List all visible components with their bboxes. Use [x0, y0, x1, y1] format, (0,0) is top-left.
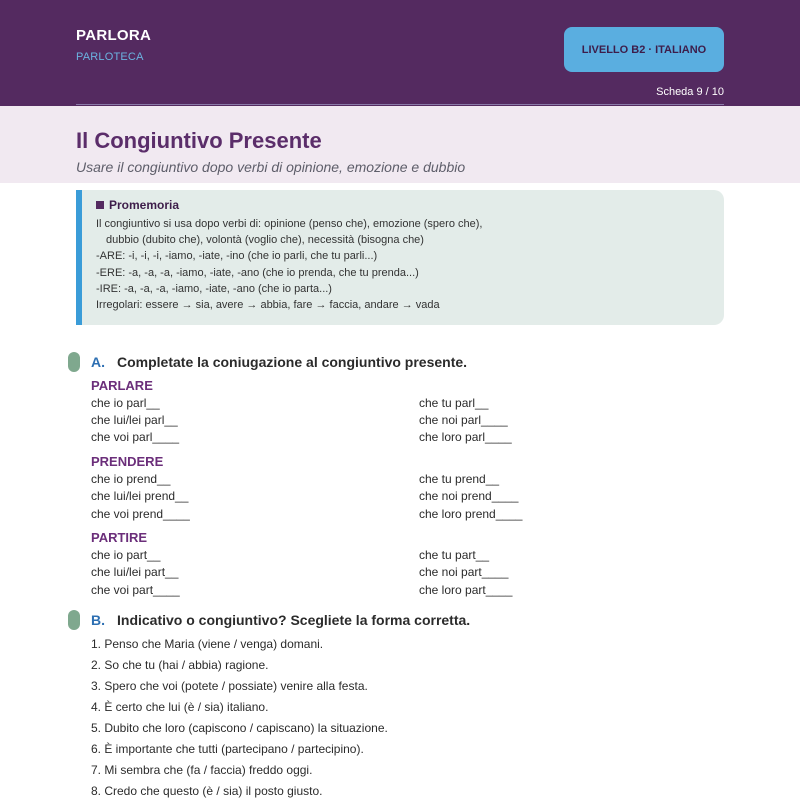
memo-box	[76, 190, 724, 325]
section-marker	[68, 610, 80, 630]
section-b-instruction: Indicativo o congiuntivo? Scegliete la forma corretta.	[117, 612, 471, 628]
brand-name: PARLORA	[76, 27, 152, 44]
conjugation-blank: che tu part__	[419, 548, 490, 562]
section-a-instruction: Completate la coniugazione al congiuntivo presente.	[117, 354, 468, 370]
memo-line: Irregolari: essere → sia, avere → abbia, fare → faccia, andare → vada	[96, 299, 440, 312]
sheet-number: Scheda 9 / 10	[656, 86, 724, 98]
exercise-item: 1. Penso che Maria (viene / venga) domani.	[91, 637, 324, 651]
memo-line: dubbio (dubito che), volontà (voglio che), necessità (bisogna che)	[106, 234, 424, 247]
conjugation-blank: che loro part____	[419, 583, 513, 597]
conjugation-blank: che voi prend____	[91, 507, 190, 521]
page-subtitle: Usare il congiuntivo dopo verbi di opinione, emozione e dubbio	[76, 159, 466, 175]
brand-subtitle: PARLOTECA	[76, 51, 144, 63]
exercise-item: 8. Credo che questo (è / sia) il posto giusto.	[91, 784, 323, 798]
conjugation-blank: che loro parl____	[419, 430, 512, 444]
memo-title: Promemoria	[109, 198, 180, 212]
square-icon	[96, 201, 104, 209]
verb-title-prendere: PRENDERE	[91, 454, 164, 469]
conjugation-blank: che io part__	[91, 548, 161, 562]
memo-line: Il congiuntivo si usa dopo verbi di: opinione (penso che), emozione (spero che),	[96, 218, 483, 230]
conjugation-blank: che io prend__	[91, 472, 171, 486]
section-marker	[68, 352, 80, 372]
exercise-item: 3. Spero che voi (potete / possiate) venire alla festa.	[91, 679, 368, 693]
conjugation-blank: che noi part____	[419, 565, 509, 579]
header-divider	[76, 104, 724, 105]
conjugation-blank: che lui/lei parl__	[91, 413, 178, 427]
conjugation-blank: che voi part____	[91, 583, 180, 597]
level-badge: LIVELLO B2 · ITALIANO	[564, 27, 724, 72]
exercise-item: 4. È certo che lui (è / sia) italiano.	[91, 700, 269, 714]
verb-title-parlare: PARLARE	[91, 378, 153, 393]
section-a-letter: A.	[91, 354, 105, 370]
exercise-item: 2. So che tu (hai / abbia) ragione.	[91, 658, 269, 672]
conjugation-blank: che tu prend__	[419, 472, 500, 486]
memo-line: -ERE: -a, -a, -a, -iamo, -iate, -ano (che io prenda, che tu prenda...)	[96, 266, 419, 279]
conjugation-blank: che noi prend____	[419, 489, 519, 503]
exercise-item: 7. Mi sembra che (fa / faccia) freddo oggi.	[91, 763, 313, 777]
conjugation-blank: che noi parl____	[419, 413, 508, 427]
conjugation-blank: che lui/lei part__	[91, 565, 179, 579]
section-b-letter: B.	[91, 612, 105, 628]
conjugation-blank: che tu parl__	[419, 396, 489, 410]
verb-title-partire: PARTIRE	[91, 530, 148, 545]
memo-line: -IRE: -a, -a, -a, -iamo, -iate, -ano (che io parta...)	[96, 282, 332, 295]
conjugation-blank: che lui/lei prend__	[91, 489, 189, 503]
exercise-item: 6. È importante che tutti (partecipano / partecipino).	[91, 742, 364, 756]
exercise-item: 5. Dubito che loro (capiscono / capiscano) la situazione.	[91, 721, 388, 735]
memo-line: -ARE: -i, -i, -i, -iamo, -iate, -ino (che io parli, che tu parli...)	[96, 250, 378, 263]
conjugation-blank: che io parl__	[91, 396, 160, 410]
conjugation-blank: che loro prend____	[419, 507, 523, 521]
conjugation-blank: che voi parl____	[91, 430, 180, 444]
page-title: Il Congiuntivo Presente	[76, 128, 322, 153]
memo-heading	[96, 198, 724, 212]
